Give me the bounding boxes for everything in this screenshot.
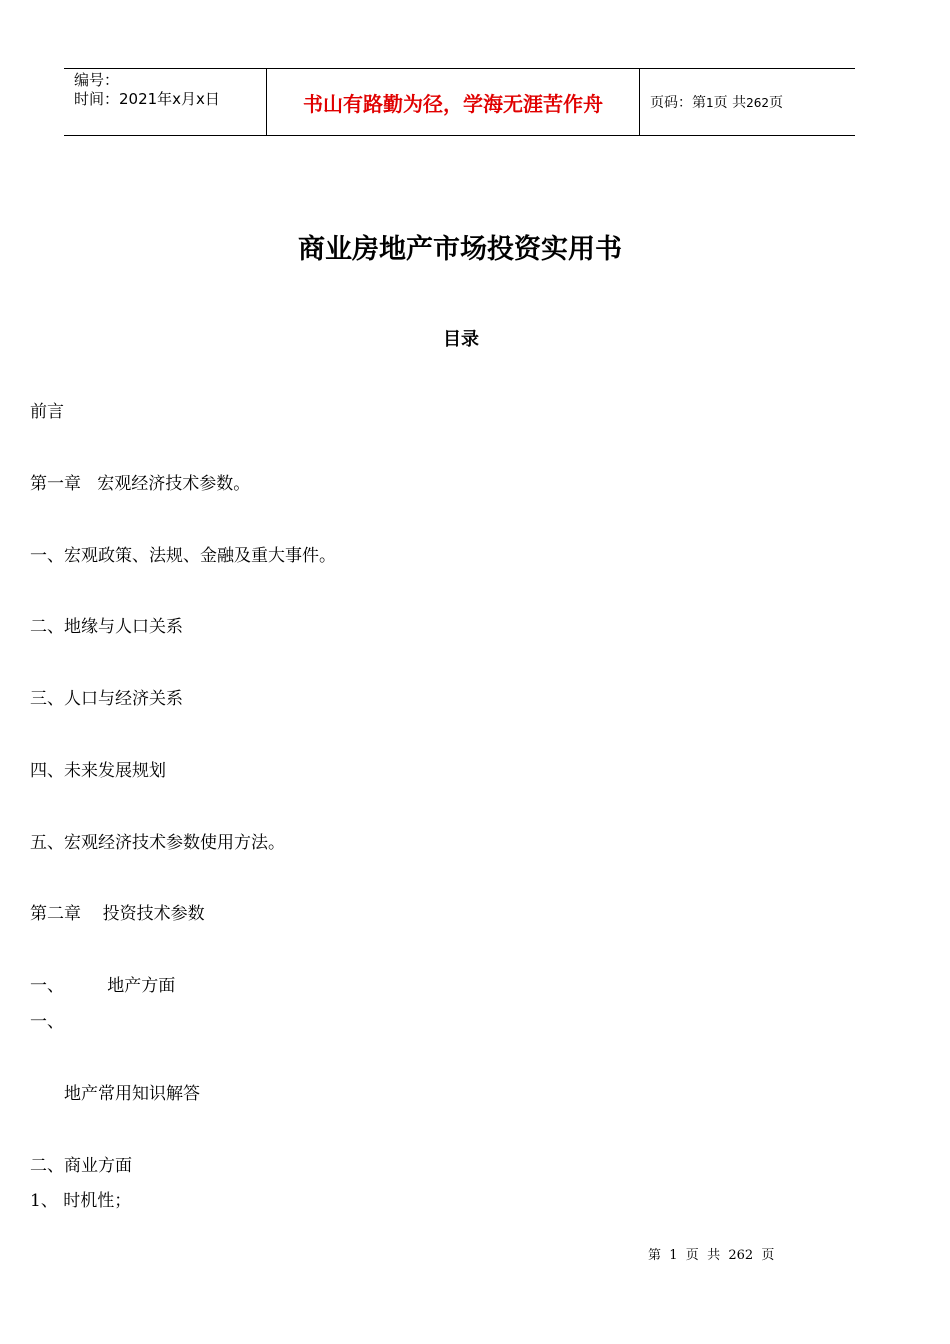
toc-line-1-3: 三、人口与经济关系 (30, 689, 183, 709)
toc-line-preface: 前言 (30, 402, 64, 422)
toc-line-1-5: 五、宏观经济技术参数使用方法。 (30, 833, 285, 853)
header-page-cell (640, 69, 855, 135)
toc-line-2-2-1: 1、 时机性； (30, 1191, 132, 1211)
page-current: 1 (706, 96, 714, 110)
header-meta-cell (64, 69, 266, 135)
page-mid: 页 共 (713, 95, 747, 111)
toc-line-2-1-marker: 一、 (30, 1012, 64, 1032)
toc-line-1-4: 四、未来发展规划 (30, 761, 166, 781)
toc-line-1-2: 二、地缘与人口关系 (30, 617, 183, 637)
toc-line-chapter-1: 第一章 宏观经济技术参数。 (30, 474, 251, 494)
page-prefix: 页码：第 (650, 95, 706, 111)
page-total: 262 (746, 96, 769, 110)
page-suffix: 页 (769, 95, 783, 111)
document-number-label: 编号： (74, 71, 120, 89)
page-header (64, 68, 855, 136)
document-time-label: 时间：2021年x月x日 (74, 90, 220, 108)
toc-line-2-1: 一、 地产方面 (30, 976, 176, 996)
toc-line-chapter-2: 第二章 投资技术参数 (30, 904, 205, 924)
page-footer: 第 1 页 共 262 页 (648, 1248, 775, 1263)
header-motto-cell (266, 69, 640, 135)
toc-line-2-1-sub: 地产常用知识解答 (64, 1084, 200, 1104)
document-title: 商业房地产市场投资实用书 (298, 234, 622, 265)
header-page-info (650, 93, 783, 113)
header-motto: 书山有路勤为径，学海无涯苦作舟 (303, 92, 603, 116)
toc-line-2-2: 二、商业方面 (30, 1156, 132, 1176)
toc-heading: 目录 (443, 329, 479, 350)
toc-line-1-1: 一、宏观政策、法规、金融及重大事件。 (30, 546, 336, 566)
